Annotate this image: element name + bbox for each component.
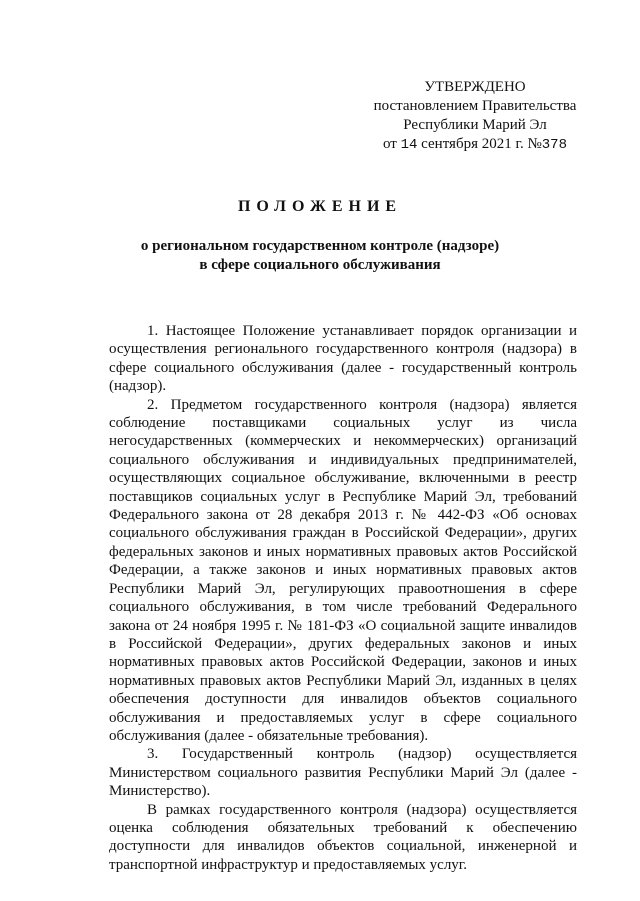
approval-issuer: постановлением Правительства: [373, 98, 577, 114]
approval-stamp: [360, 78, 590, 155]
date-rest: сентября 2021 г. №: [421, 136, 542, 152]
document-body: [109, 322, 577, 874]
subtitle-line-1: о региональном государственном контроле (надзоре): [140, 238, 500, 254]
approval-region: Республики Марий Эл: [403, 117, 547, 133]
document-number: 378: [541, 137, 567, 153]
paragraph-2: 2. Предметом государственного контроля (надзора) является соблюдение поставщиками социальных услуг из числа негосударственных (коммерческих и некоммерческих) организаций социального обслуживания и индивидуальных предпринимателей, осуществляющих социальное обслуживание, включенными в реестр поставщиков социальных услуг в Республике Марий Эл, требований Федерального закона от 28 декабря 2013 г. № 442-ФЗ «Об основах социального обслуживания граждан в Российской Федерации», других федеральных законов и иных нормативных правовых актов Российской Федерации, а также законов и иных нормативных правовых актов Республики Марий Эл, регулирующих правоотношения в сфере социального обслуживания, в том числе требований Федерального закона от 24 ноября 1995 г. № 181-ФЗ «О социальной защите инвалидов в Российской Федерации», других федеральных законов и иных нормативных правовых актов Российской Федерации, законов и иных нормативных правовых актов Республики Марий Эл, изданных в целях обеспечения доступности для инвалидов объектов социального обслуживания и предоставляемых услуг в сфере социального обслуживания (далее - обязательные требования).: [109, 396, 577, 744]
approval-heading: УТВЕРЖДЕНО: [424, 79, 526, 95]
date-day: 14: [400, 137, 418, 153]
paragraph-3: 3. Государственный контроль (надзор) осуществляется Министерством социального развития Республики Марий Эл (далее - Министерство).: [109, 746, 577, 800]
paragraph-1: 1. Настоящее Положение устанавливает порядок организации и осуществления регионального государственного контроля (надзора) в сфере социального обслуживания (далее - государственный контроль (надзор).: [109, 323, 577, 395]
approval-date-line: [360, 135, 590, 155]
date-prefix: от: [383, 136, 397, 152]
paragraph-4: В рамках государственного контроля (надзора) осуществляется оценка соблюдения обязательных требований к обеспечению доступности для инвалидов объектов социальной, инженерной и транспортной инфраструктур и предоставляемых услуг.: [109, 801, 577, 873]
document-title: ПОЛОЖЕНИЕ: [237, 198, 403, 215]
document-subtitle: [0, 237, 640, 275]
subtitle-line-2: в сфере социального обслуживания: [199, 257, 441, 273]
